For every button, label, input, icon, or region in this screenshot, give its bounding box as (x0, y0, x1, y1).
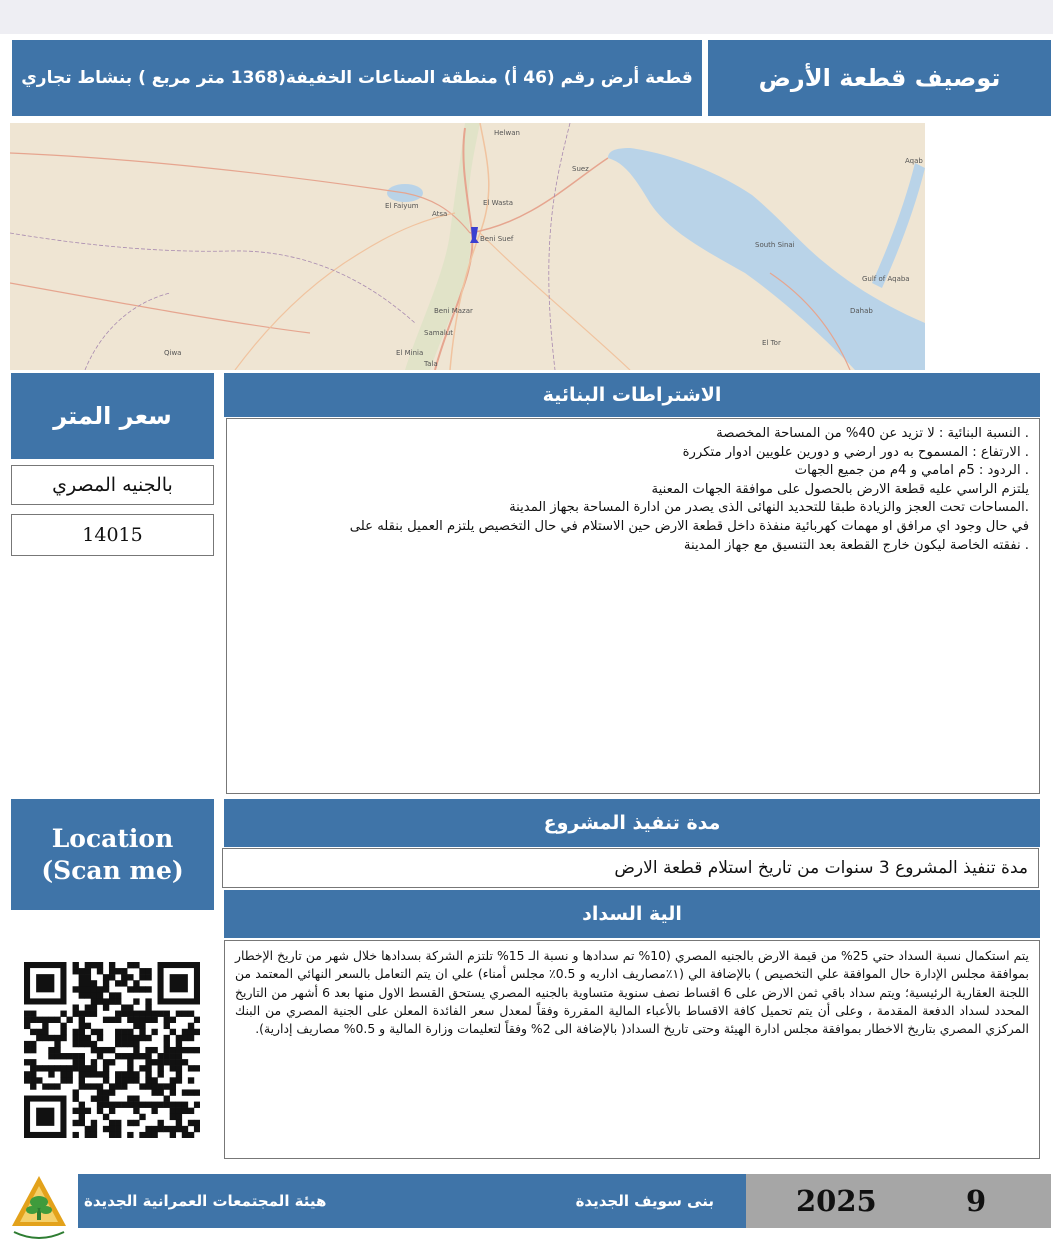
duration-text: مدة تنفيذ المشروع 3 سنوات من تاريخ استلام قطعة الارض (222, 848, 1039, 888)
location-map[interactable] (10, 123, 925, 370)
condition-line: يلتزم الراسي عليه قطعة الارض بالحصول على موافقة الجهات المعنية (651, 481, 1029, 497)
map-label-siwa: Qiwa (164, 349, 182, 357)
map-label-helwan: Helwan (494, 129, 520, 137)
map-label-tala: Tala (424, 360, 438, 368)
map-label-beni-suef: Beni Suef (480, 235, 514, 243)
payment-heading: الية السداد (224, 890, 1040, 938)
duration-heading: مدة تنفيذ المشروع (224, 799, 1040, 847)
footer-page-number: 9 (966, 1184, 987, 1218)
map-label-tor: El Tor (762, 339, 781, 347)
map-label-minia: El Minia (396, 349, 424, 357)
location-line1: Location (51, 823, 174, 853)
location-qr-code[interactable] (24, 962, 200, 1138)
map-label-dahab: Dahab (850, 307, 873, 315)
condition-line: . الارتفاع : المسموح به دور ارضي و دورين علويين ادوار متكررة (682, 444, 1029, 460)
price-currency: بالجنيه المصري (11, 465, 214, 505)
authority-logo-icon (8, 1172, 70, 1244)
map-label-atsa: Atsa (432, 210, 448, 218)
price-heading: سعر المتر (11, 373, 214, 459)
price-value: 14015 (11, 514, 214, 556)
map-label-beni-mazar: Beni Mazar (434, 307, 473, 315)
condition-line: . نفقته الخاصة ليكون خارج القطعة بعد التنسيق مع جهاز المدينة (683, 537, 1029, 553)
footer-authority: هيئة المجتمعات العمرانية الجديدة (84, 1192, 327, 1210)
map-label-faiyum: El Faiyum (385, 202, 419, 210)
qr-code-graphic (24, 962, 200, 1138)
map-label-south-sinai: South Sinai (755, 241, 795, 249)
map-label-suez: Suez (572, 165, 589, 173)
building-conditions-box (226, 418, 1040, 794)
page-title: توصيف قطعة الأرض (708, 40, 1051, 116)
map-label-wasta: El Wasta (483, 199, 514, 207)
condition-line: . النسبة البنائية : لا تزيد عن 40% من المساحة المخصصة (716, 426, 1029, 441)
top-band (0, 0, 1053, 34)
payment-text: يتم استكمال نسبة السداد حتي 25% من قيمة الارض بالجنيه المصري (10% تم سدادها و نسبة الـ 15% تلتزم الشركة بسدادها خلال شهر من تاريخ الإخطار بموافقة مجلس الإدارة حال الموافقة علي التخصيص ) بالإضافة الي (١٪مصاريف اداريه و 0.5٪ مجلس أمناء) علي ان يتم التعامل بالسعر النهائي المعتمد من اللجنة العقارية الرئيسية؛ ويتم سداد باقي ثمن الارض على 6 اقساط نصف سنوية متساوية بالجنيه المصري يستحق القسط الاول منها بعد 6 أشهر من التاريخ المحدد لسداد الدفعة المقدمة ، وعلى أن يتم تحميل كافة الاقساط بالأعباء المالية المقررة وفقاً لمعدل سعر الفائدة المعلن على الجنية المصري من البنك المركزي المصري بتاريخ الاخطار بموافقة مجلس ادارة الهيئة وحتى تاريخ السداد( بالإضافة الى 2% وفقاً لتعليمات وزارة المالية و 0.5% مصاريف إدارية). (224, 940, 1040, 1159)
building-conditions-heading: الاشتراطات البنائية (224, 373, 1040, 417)
footer-city: بنى سويف الجديدة (575, 1192, 714, 1210)
condition-line: .المساحات تحت العجز والزيادة طبقا للتحديد النهائى الذى يصدر من ادارة المساحة بجهاز المدينة (509, 500, 1029, 516)
footer-meta (746, 1174, 1051, 1228)
location-line2: (Scan me) (41, 855, 184, 885)
map-label-aqab: Aqab (905, 157, 923, 165)
location-heading (11, 799, 214, 910)
footer-year: 2025 (796, 1184, 877, 1218)
condition-line: . الردود : 5م امامي و 4م من جميع الجهات (794, 463, 1029, 479)
plot-description: قطعة أرض رقم (46 أ) منطقة الصناعات الخفيفة(1368 متر مربع ) بنشاط تجاري (12, 40, 702, 116)
authority-logo (8, 1172, 70, 1244)
footer-bar (78, 1174, 746, 1228)
map-canvas (10, 123, 925, 370)
map-label-aqaba: Gulf of Aqaba (862, 275, 910, 283)
condition-line: في حال وجود اي مرافق او مهمات كهربائية منفذة داخل قطعة الارض حين الاستلام في حال التخصيص يلتزم العميل بنقله على (349, 518, 1029, 534)
map-label-samalut: Samalut (424, 329, 453, 337)
